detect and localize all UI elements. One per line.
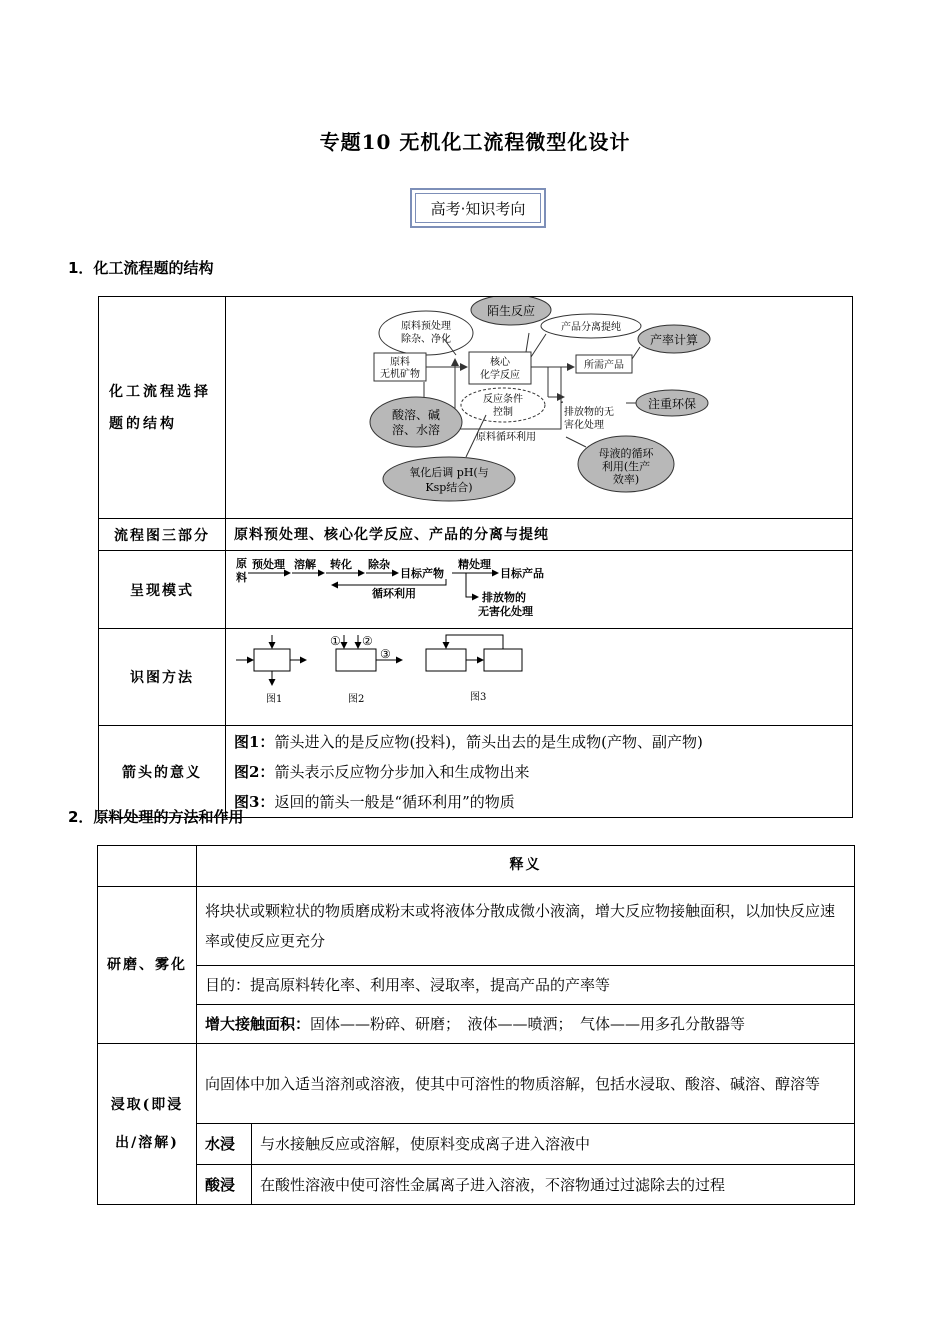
yield-calc-text: 产率计算: [649, 333, 699, 347]
three-parts-text: 原料预处理、核心化学反应、产品的分离与提纯: [226, 519, 853, 551]
structure-table: [98, 296, 853, 818]
water-leach-label: 水浸: [197, 1124, 252, 1165]
acid-leach-label: 酸浸: [197, 1165, 252, 1205]
read-method-cell: [226, 629, 853, 726]
fig2-box: [336, 649, 376, 671]
water-leach-text: 与水接触反应或溶解，使原料变成离子进入溶液中: [252, 1124, 855, 1165]
structure-diagram-cell: [226, 297, 853, 519]
fig2-n1: ①: [330, 634, 341, 648]
dissolve-bubble: [370, 397, 462, 447]
fig2-label: 图2: [348, 694, 365, 705]
condition-text: 反应条件控制: [483, 394, 523, 418]
ph-bubble: [383, 457, 515, 501]
arrow-line-1: 图1：箭头进入的是反应物(投料)，箭头出去的是生成物(产物、副产物): [234, 732, 703, 751]
flow-dissolve: 溶解: [294, 558, 316, 571]
flow-target-product: 目标产品: [500, 567, 544, 580]
row-label-read-method: 识图方法: [99, 629, 226, 726]
row-label-three-parts: 流程图三部分: [99, 519, 226, 551]
flow-pre: 预处理: [252, 558, 285, 571]
fig1-label: 图1: [266, 694, 283, 705]
arrow-line-3: 图3：返回的箭头一般是“循环利用”的物质: [234, 792, 515, 811]
row-label-structure: 化工流程选择题的结构: [99, 297, 226, 519]
grinding-purpose: 目的：提高原料转化率、利用率、浸取率，提高产品的产率等: [197, 966, 855, 1005]
raw-material-table: [97, 845, 855, 1205]
header-empty-cell: [98, 846, 197, 887]
row-label-mode: 呈现模式: [99, 551, 226, 629]
flow-remove: 除杂: [368, 558, 390, 571]
ph-text: 氧化后调 pH(与 Ksp结合): [409, 466, 489, 494]
flow-raw: 原料: [236, 557, 247, 584]
fig1-box: [254, 649, 290, 671]
row-label-leaching: 浸取(即浸出/溶解): [98, 1044, 197, 1205]
row-label-grinding: 研磨、雾化: [98, 887, 197, 1044]
fig2-n2: ②: [362, 634, 373, 648]
fig2-n3: ③: [380, 647, 391, 661]
flow-convert: 转化: [330, 558, 352, 571]
discharge-text: 排放物的无害化处理: [564, 407, 614, 431]
dissolve-text: 酸溶、碱溶、水溶: [391, 408, 441, 437]
acid-leach-text: 在酸性溶液中使可溶性金属离子进入溶液，不溶物通过过滤除去的过程: [252, 1165, 855, 1205]
flow-recycle: 循环利用: [372, 587, 416, 600]
core-reaction-text: 核心化学反应: [480, 357, 520, 381]
strange-reaction-text: 陌生反应: [486, 304, 536, 318]
eco-text: 注重环保: [647, 397, 697, 411]
flow-mode-diagram: [226, 551, 853, 624]
row-label-arrow-meaning: 箭头的意义: [99, 726, 226, 818]
leaching-desc: 向固体中加入适当溶剂或溶液，使其中可溶性的物质溶解，包括水浸取、酸溶、碱溶、醇溶等: [197, 1044, 855, 1124]
pre-treat-bubble: [379, 311, 473, 355]
fig3-box-a: [426, 649, 466, 671]
header-meaning: 释义: [197, 846, 855, 887]
grinding-desc: 将块状或颗粒状的物质磨成粉末或将液体分散成微小液滴，增大反应物接触面积，以加快反应速率或使反应更充分: [197, 887, 855, 966]
arrow-line-2: 图2：箭头表示反应物分步加入和生成物出来: [234, 762, 530, 781]
pre-treat-text: 原料预处理除杂、净化: [401, 321, 451, 345]
product-sep-text: 产品分离提纯: [561, 322, 621, 333]
flow-target: 目标产物: [400, 567, 444, 580]
flow-discharge: 排放物的无害化处理: [478, 591, 533, 618]
arrow-meaning-cell: [226, 726, 853, 818]
read-method-diagram: [226, 629, 853, 721]
flow-refine: 精处理: [458, 558, 491, 571]
section-1-heading: 1．化工流程题的结构: [68, 259, 214, 277]
product-text: 所需产品: [584, 360, 624, 371]
structure-diagram: [226, 297, 853, 514]
recycle-text: 原料循环利用: [476, 432, 536, 443]
mineral-text: 原料无机矿物: [380, 357, 420, 380]
page-title: 专题10 无机化工流程微型化设计: [319, 130, 631, 154]
fig3-box-b: [484, 649, 522, 671]
section-badge: [410, 188, 546, 228]
flow-mode-cell: [226, 551, 853, 629]
mother-liquor-text: 母液的循环利用(生产效率): [598, 447, 654, 486]
grinding-contact: 增大接触面积：固体——粉碎、研磨； 液体——喷洒； 气体——用多孔分散器等: [197, 1005, 855, 1044]
section-2-heading: 2．原料处理的方法和作用: [68, 808, 244, 826]
fig3-label: 图3: [470, 692, 487, 703]
badge-label: 高考·知识考向: [415, 193, 541, 223]
